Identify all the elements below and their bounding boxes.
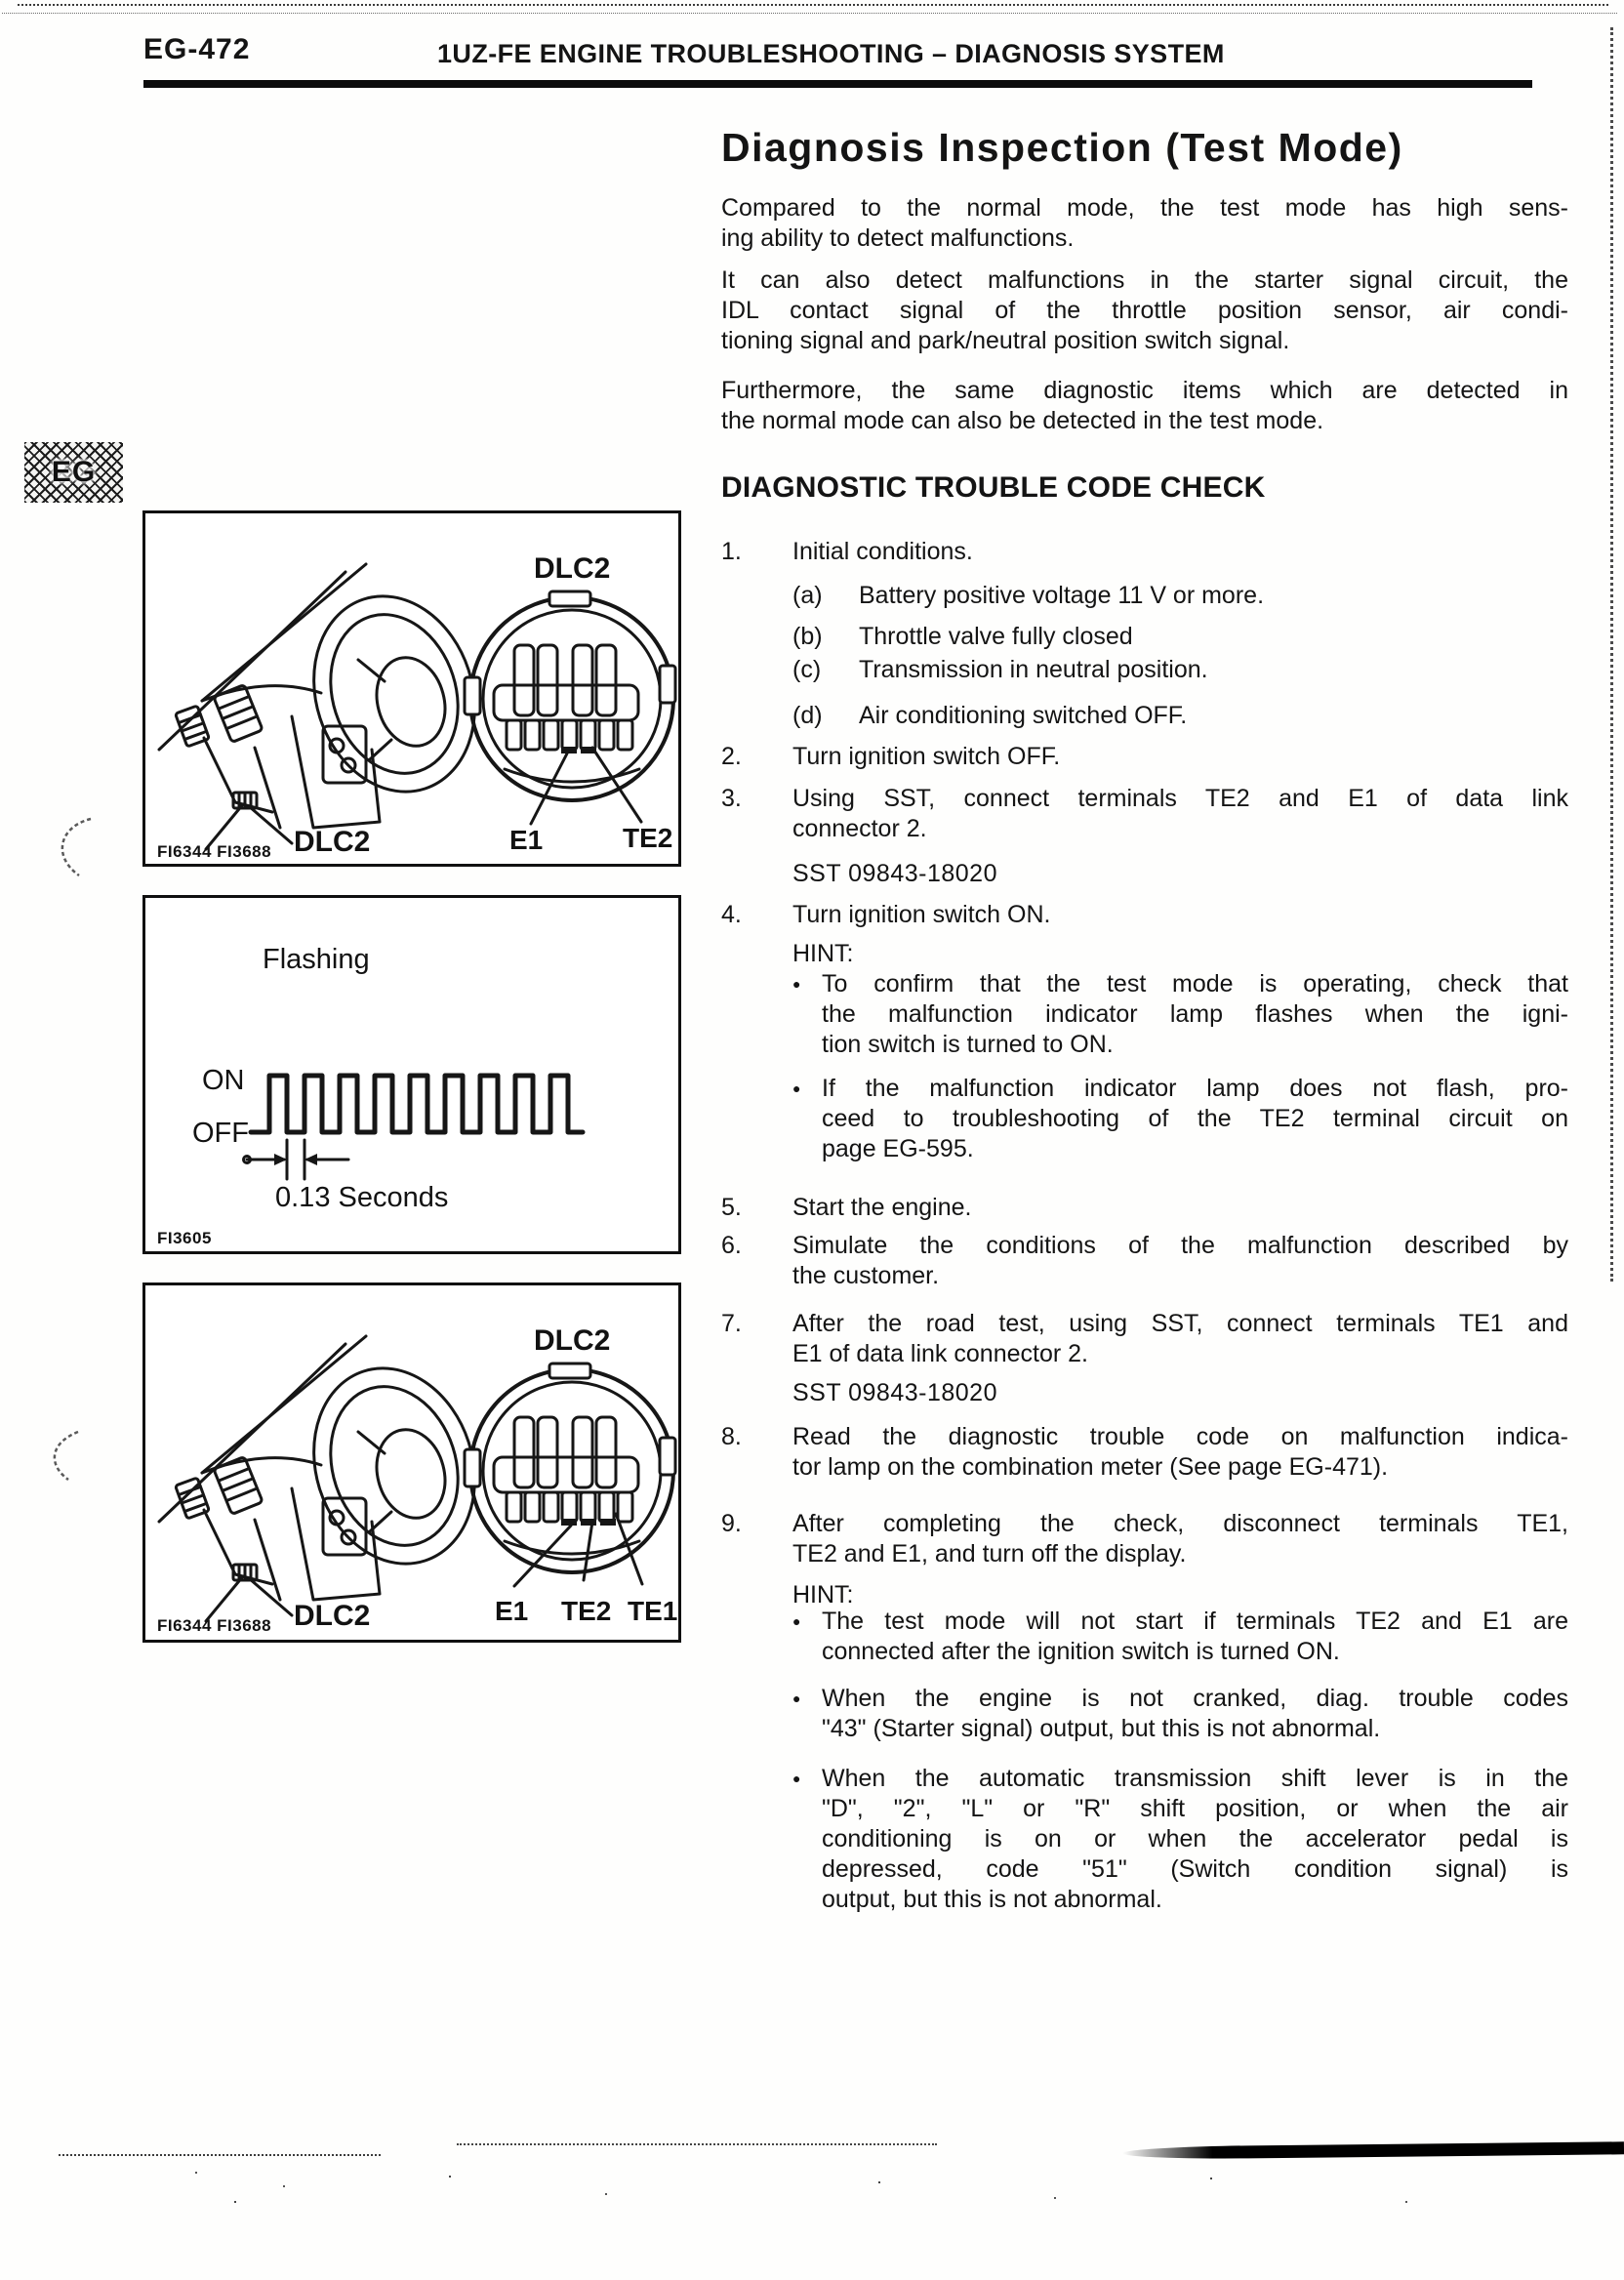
text-line: tor lamp on the combination meter (See page EG-471). xyxy=(792,1453,1389,1481)
text-line: Transmission in neutral position. xyxy=(859,656,1208,683)
text-line: the customer. xyxy=(792,1262,940,1289)
bullet-icon: ● xyxy=(792,1690,801,1706)
square-wave xyxy=(244,1076,584,1179)
scan-artifact xyxy=(18,4,1608,6)
scan-artifact xyxy=(39,1427,98,1487)
text-line: It can also detect malfunctions in the starter signal circuit, the xyxy=(721,266,1568,294)
label-te2: TE2 xyxy=(623,823,673,853)
text-line: connector 2. xyxy=(792,815,927,842)
scan-artifact xyxy=(1610,27,1613,1282)
text-line: Using SST, connect terminals TE2 and E1 of data link xyxy=(792,785,1568,812)
text-line: ing ability to detect malfunctions. xyxy=(721,224,1075,252)
step-number: 1. xyxy=(721,538,742,565)
dlc2-connector-drawing xyxy=(465,591,675,824)
figure-id: FI6344 FI3688 xyxy=(157,842,272,861)
dashboard-dlc2-illustration xyxy=(145,1285,678,1640)
text-line: the normal mode can also be detected in the test mode. xyxy=(721,407,1324,434)
flash-pattern-illustration xyxy=(145,898,678,1251)
step-number: 7. xyxy=(721,1310,742,1337)
bullet-icon: ● xyxy=(792,1613,801,1629)
step-6 xyxy=(721,1231,1568,1291)
page-number: EG-472 xyxy=(143,33,251,65)
bullet-icon: ● xyxy=(792,1771,801,1786)
text-line: connected after the ignition switch is turned ON. xyxy=(822,1638,1340,1665)
step-number: 9. xyxy=(721,1510,742,1537)
bullet-icon: ● xyxy=(792,976,801,992)
text-line: Read the diagnostic trouble code on malfunction indica- xyxy=(792,1423,1568,1450)
text-line: If the malfunction indicator lamp does not flash, pro- xyxy=(822,1075,1568,1102)
header-rule xyxy=(143,80,1532,88)
label-te1: TE1 xyxy=(628,1596,678,1626)
text-line: tioning signal and park/neutral position switch signal. xyxy=(721,327,1290,354)
text-line: TE2 and E1, and turn off the display. xyxy=(792,1540,1187,1568)
text-line: "43" (Starter signal) output, but this is not abnormal. xyxy=(822,1715,1381,1742)
step-1 xyxy=(721,537,1568,567)
step-number: 4. xyxy=(721,901,742,928)
text-line: Simulate the conditions of the malfunction described by xyxy=(792,1232,1568,1259)
hint-bullet xyxy=(721,969,1568,1060)
hint-bullet xyxy=(721,1074,1568,1164)
hint-bullet xyxy=(721,1684,1568,1744)
label-dlc2-top: DLC2 xyxy=(534,1324,611,1357)
section-heading: DIAGNOSTIC TROUBLE CODE CHECK xyxy=(721,471,1266,504)
article-column xyxy=(721,117,1568,2167)
text-line: tion switch is turned to ON. xyxy=(822,1031,1114,1058)
intro-paragraph-2 xyxy=(721,265,1568,356)
scan-artifact xyxy=(195,2172,197,2174)
text-line: conditioning is on or when the accelerator pedal is xyxy=(822,1825,1568,1852)
figure-id: FI3605 xyxy=(157,1229,212,1247)
label-e1: E1 xyxy=(509,825,544,855)
step-1c xyxy=(721,655,1568,685)
figure-id: FI6344 FI3688 xyxy=(157,1616,272,1635)
label-dlc2-bottom: DLC2 xyxy=(294,1600,371,1632)
step-1a xyxy=(721,581,1568,611)
list-letter: (a) xyxy=(792,582,823,609)
section-tab xyxy=(24,442,123,503)
text-line: ceed to troubleshooting of the TE2 terminal circuit on xyxy=(822,1105,1568,1132)
text-line: Battery positive voltage 11 V or more. xyxy=(859,582,1265,609)
label-e1: E1 xyxy=(495,1596,529,1626)
step-4 xyxy=(721,900,1568,930)
text-line: Start the engine. xyxy=(792,1194,972,1221)
hint-label: HINT: xyxy=(792,940,854,967)
step-7 xyxy=(721,1309,1568,1369)
text-line: IDL contact signal of the throttle position sensor, air condi- xyxy=(721,297,1568,324)
bullet-icon: ● xyxy=(792,1080,801,1096)
list-letter: (c) xyxy=(792,656,822,683)
hint-bullet xyxy=(721,1764,1568,1915)
scan-artifact xyxy=(44,813,112,886)
text-line: Air conditioning switched OFF. xyxy=(859,702,1188,729)
text-line: To confirm that the test mode is operating, check that xyxy=(822,970,1568,998)
text-line: depressed, code "51" (Switch condition signal) is xyxy=(822,1855,1568,1883)
section-tab-label: EG xyxy=(51,456,97,488)
step-5 xyxy=(721,1193,1568,1223)
step-2 xyxy=(721,742,1568,772)
article-title: Diagnosis Inspection (Test Mode) xyxy=(721,125,1403,170)
text-line: The test mode will not start if terminals TE2 and E1 are xyxy=(822,1608,1568,1635)
step-number: 8. xyxy=(721,1423,742,1450)
step-number: 2. xyxy=(721,743,742,770)
text-line: the malfunction indicator lamp flashes when the igni- xyxy=(822,1000,1568,1028)
step-number: 6. xyxy=(721,1232,742,1259)
dashboard-drawing xyxy=(159,1336,500,1621)
text-line: Initial conditions. xyxy=(792,538,973,565)
dashboard-drawing xyxy=(159,564,500,849)
text-line: Throttle valve fully closed xyxy=(859,623,1133,650)
scan-artifact xyxy=(59,2154,381,2156)
text-line: Furthermore, the same diagnostic items which are detected in xyxy=(721,377,1568,404)
step-3 xyxy=(721,784,1568,844)
sst-number: SST 09843-18020 xyxy=(792,1379,997,1406)
label-flashing: Flashing xyxy=(263,944,370,975)
sst-number: SST 09843-18020 xyxy=(792,860,997,887)
dashboard-dlc2-illustration xyxy=(145,513,678,864)
label-dlc2-top: DLC2 xyxy=(534,552,611,585)
text-line: After completing the check, disconnect terminals TE1, xyxy=(792,1510,1568,1537)
text-line: page EG-595. xyxy=(822,1135,974,1162)
text-line: Turn ignition switch ON. xyxy=(792,901,1051,928)
step-8 xyxy=(721,1422,1568,1483)
label-on: ON xyxy=(202,1065,245,1096)
text-line: Turn ignition switch OFF. xyxy=(792,743,1061,770)
figure-dlc2-location-1 xyxy=(142,510,681,867)
text-line: When the automatic transmission shift lever is in the xyxy=(822,1765,1568,1792)
step-number: 3. xyxy=(721,785,742,812)
label-seconds: 0.13 Seconds xyxy=(275,1182,449,1213)
text-line: Compared to the normal mode, the test mode has high sens- xyxy=(721,194,1568,222)
figure-flash-pattern xyxy=(142,895,681,1254)
step-9 xyxy=(721,1509,1568,1569)
text-line: "D", "2", "L" or "R" shift position, or when the air xyxy=(822,1795,1568,1822)
step-number: 5. xyxy=(721,1194,742,1221)
text-line: After the road test, using SST, connect terminals TE1 and xyxy=(792,1310,1568,1337)
text-line: When the engine is not cranked, diag. trouble codes xyxy=(822,1685,1568,1712)
page-header-title: 1UZ-FE ENGINE TROUBLESHOOTING – DIAGNOSIS SYSTEM xyxy=(437,39,1225,68)
intro-paragraph-3 xyxy=(721,376,1568,436)
step-1b xyxy=(721,622,1568,652)
hint-label: HINT: xyxy=(792,1581,854,1608)
scan-artifact xyxy=(2,13,1617,14)
hint-bullet xyxy=(721,1607,1568,1667)
label-dlc2-bottom: DLC2 xyxy=(294,826,371,858)
figure-dlc2-location-2 xyxy=(142,1282,681,1643)
list-letter: (b) xyxy=(792,623,823,650)
dlc2-connector-drawing xyxy=(465,1364,675,1586)
step-1d xyxy=(721,701,1568,731)
label-off: OFF xyxy=(192,1118,249,1149)
text-line: E1 of data link connector 2. xyxy=(792,1340,1088,1367)
list-letter: (d) xyxy=(792,702,823,729)
intro-paragraph-1 xyxy=(721,193,1568,254)
label-te2: TE2 xyxy=(561,1596,612,1626)
text-line: output, but this is not abnormal. xyxy=(822,1886,1162,1913)
